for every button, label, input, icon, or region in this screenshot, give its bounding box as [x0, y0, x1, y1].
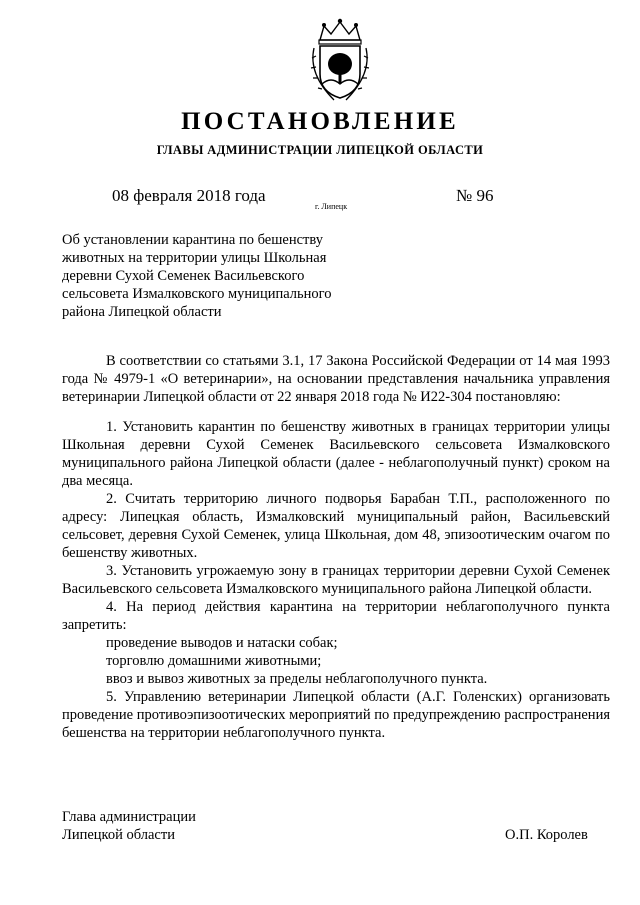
subject-line: деревни Сухой Семенек Васильевского	[62, 268, 305, 284]
document-city: г. Липецк	[315, 202, 348, 211]
body-intro: В соответствии со статьями 3.1, 17 Закона Российской Федерации от 14 мая 1993 года № 4979-1 «О ветеринарии», на основании представления начальника управления ветеринарии Липецкой области от 22 января 2018 года № И22-304 постановляю:	[62, 353, 610, 405]
body-item-3: 3. Установить угрожаемую зону в границах территории деревни Сухой Семенек Васильевского сельсовета Измалковского муниципального района Липецкой области.	[62, 563, 610, 597]
signature-position-line: Липецкой области	[62, 827, 175, 843]
signature-position	[62, 808, 196, 844]
document-subject	[62, 231, 362, 321]
subject-line: животных на территории улицы Школьная	[62, 250, 327, 266]
body-item-2: 2. Считать территорию личного подворья Барабан Т.П., расположенного по адресу: Липецкая область, Измалковский муниципальный район, Васильевский сельсовет, деревня Сухой Семенек, улица Школьная, дом 48, эпизоотическим очагом по бешенству животных.	[62, 491, 610, 561]
subject-line: района Липецкой области	[62, 304, 222, 320]
body-item-4-b: торговлю домашними животными;	[106, 653, 322, 669]
body-item-4-a: проведение выводов и натаски собак;	[106, 635, 338, 651]
document-body	[62, 352, 610, 742]
signature-name: О.П. Королев	[505, 827, 588, 843]
document-date: 08 февраля 2018 года	[112, 186, 266, 205]
subject-line: Об установлении карантина по бешенству	[62, 232, 323, 248]
body-item-1: 1. Установить карантин по бешенству животных в границах территории улицы Школьная деревни Сухой Семенек Васильевского сельсовета Измалковского муниципального района Липецкой области (далее - неблагополучный пункт) сроком на два месяца.	[62, 419, 610, 489]
coat-of-arms-icon	[304, 18, 376, 102]
body-item-5: 5. Управлению ветеринарии Липецкой области (А.Г. Голенских) организовать проведение противоэпизоотических мероприятий по предупреждению распространения бешенства на территории неблагополучного пункта.	[62, 689, 610, 741]
document-subtitle: ГЛАВЫ АДМИНИСТРАЦИИ ЛИПЕЦКОЙ ОБЛАСТИ	[156, 143, 484, 157]
body-item-4-c: ввоз и вывоз животных за пределы неблагополучного пункта.	[106, 671, 488, 687]
document-number: № 96	[456, 186, 494, 205]
body-item-4: 4. На период действия карантина на территории неблагополучного пункта запретить:	[62, 599, 610, 633]
document-title: ПОСТАНОВЛЕНИЕ	[181, 108, 459, 135]
subject-line: сельсовета Измалковского муниципального	[62, 286, 332, 302]
signature-position-line: Глава администрации	[62, 809, 196, 825]
